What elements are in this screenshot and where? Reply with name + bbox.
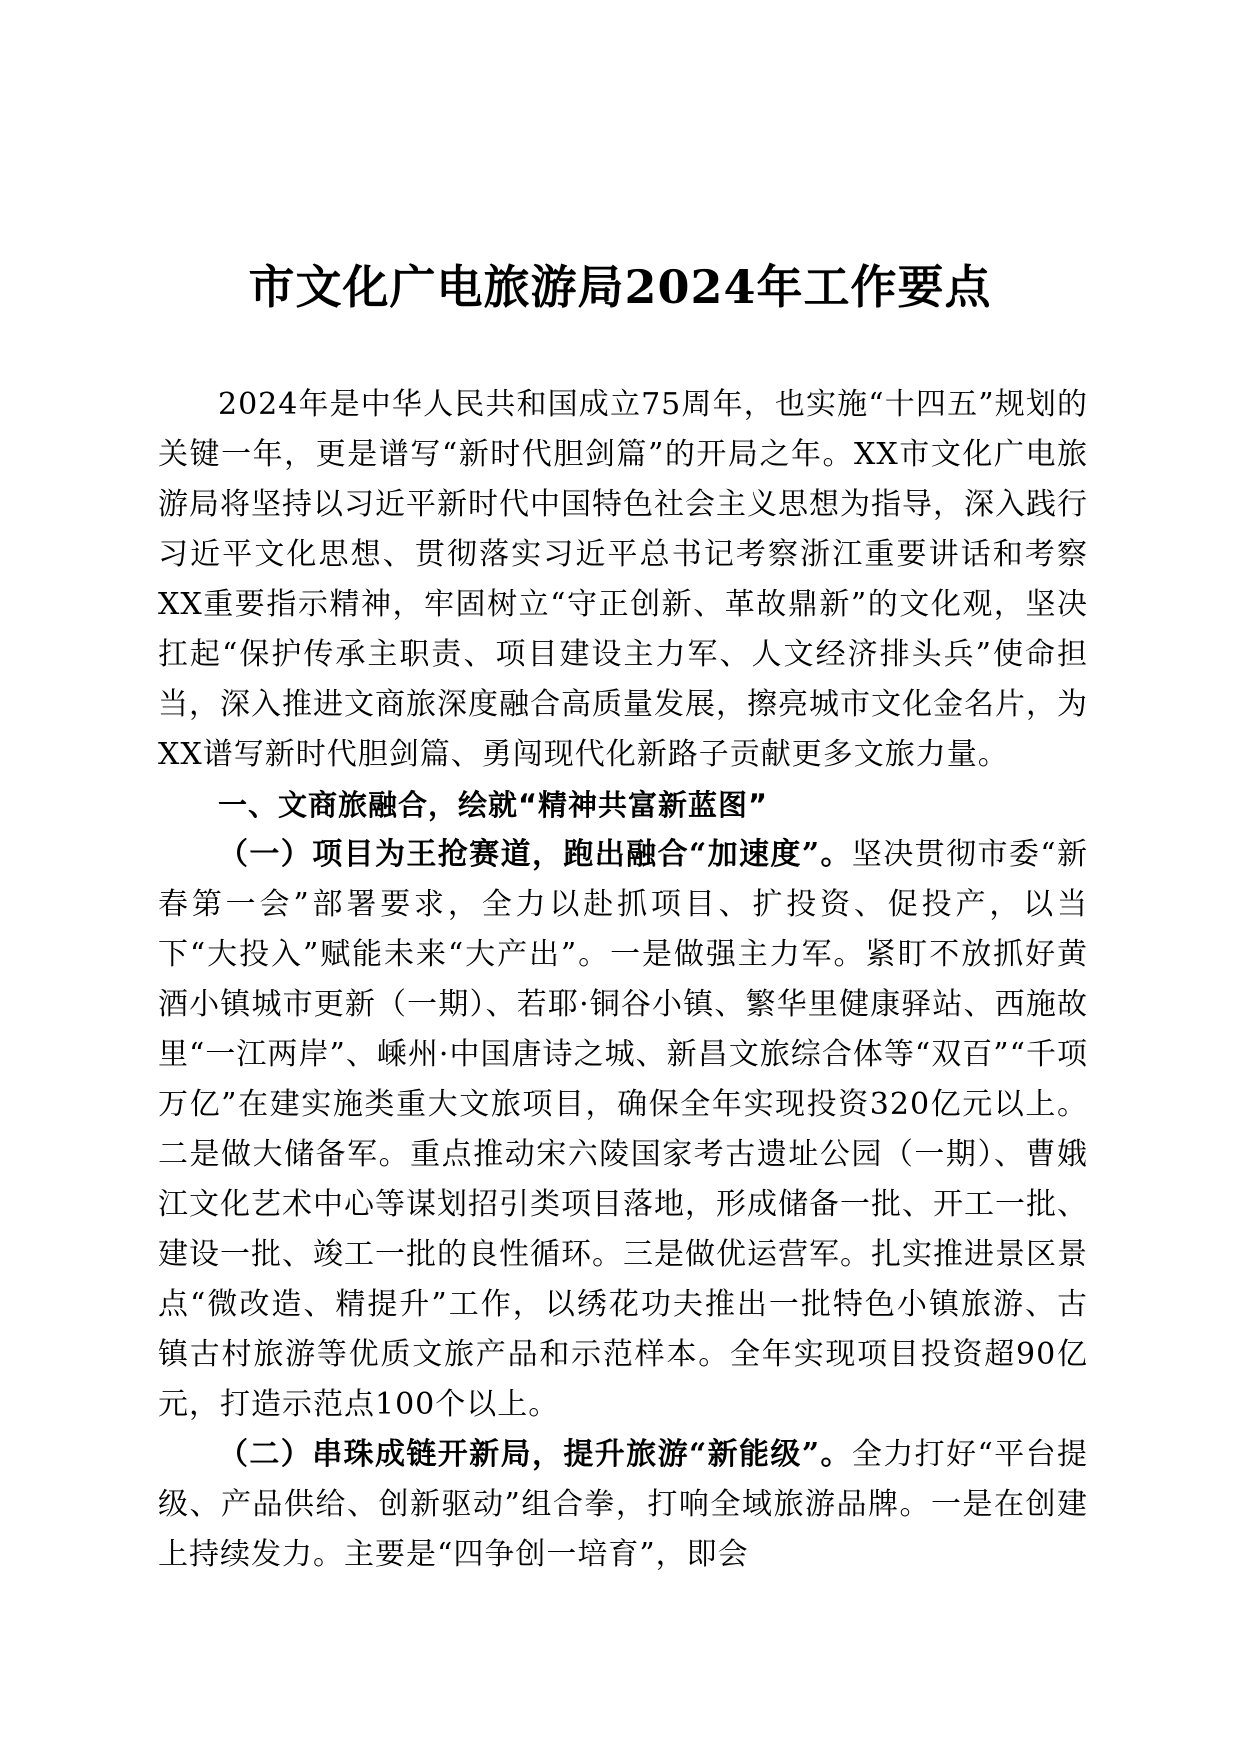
section-heading: 一、文商旅融合，绘就“精神共富新蓝图” [218, 788, 769, 822]
item-2-body: 全力打好“平台提级、产品供给、创新驱动”组合拳，打响全域旅游品牌。一是在创建上持续发力。主要是“四争创一培育”，即会 [158, 1437, 1088, 1572]
item-paragraph-2 [158, 1430, 1088, 1580]
item-paragraph-1 [158, 830, 1088, 1430]
item-1-lead: （一）项目为王抢赛道，跑出融合“加速度”。 [218, 837, 852, 872]
item-2-lead: （二）串珠成链开新局，提升旅游“新能级”。 [218, 1437, 852, 1472]
item-1-body: 坚决贯彻市委“新春第一会”部署要求，全力以赴抓项目、扩投资、促投产，以当下“大投入”赋能未来“大产出”。一是做强主力军。紧盯不放抓好黄酒小镇城市更新（一期）、若耶·铜谷小镇、繁华里健康驿站、西施故里“一江两岸”、嵊州·中国唐诗之城、新昌文旅综合体等“双百”“千项万亿”在建实施类重大文旅项目，确保全年实现投资320亿元以上。二是做大储备军。重点推动宋六陵国家考古遗址公园（一期）、曹娥江文化艺术中心等谋划招引类项目落地，形成储备一批、开工一批、建设一批、竣工一批的良性循环。三是做优运营军。扎实推进景区景点“微改造、精提升”工作，以绣花功夫推出一批特色小镇旅游、古镇古村旅游等优质文旅产品和示范样本。全年实现项目投资超90亿元，打造示范点100个以上。 [158, 837, 1088, 1422]
page-title: 市文化广电旅游局2024年工作要点 [248, 260, 992, 314]
document-body [158, 380, 1088, 1580]
intro-paragraph: 2024年是中华人民共和国成立75周年，也实施“十四五”规划的关键一年，更是谱写“新时代胆剑篇”的开局之年。XX市文化广电旅游局将坚持以习近平新时代中国特色社会主义思想为指导，深入践行习近平文化思想、贯彻落实习近平总书记考察浙江重要讲话和考察XX重要指示精神，牢固树立“守正创新、革故鼎新”的文化观，坚决扛起“保护传承主职责、项目建设主力军、人文经济排头兵”使命担当，深入推进文商旅深度融合高质量发展，擦亮城市文化金名片，为XX谱写新时代胆剑篇、勇闯现代化新路子贡献更多文旅力量。 [158, 387, 1088, 772]
